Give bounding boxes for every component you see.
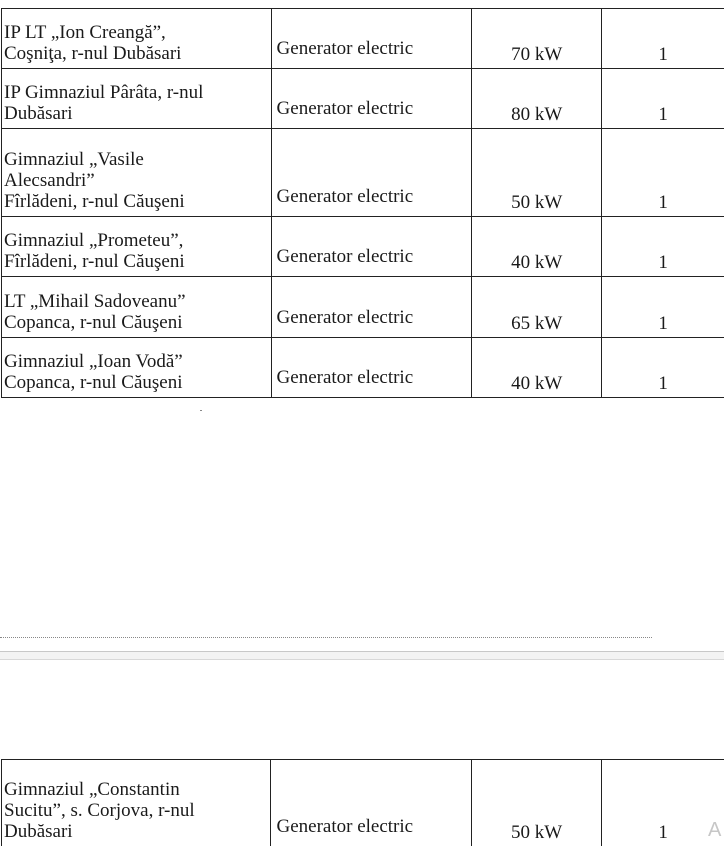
institution-line: Copanca, r-nul Căuşeni [4, 312, 269, 333]
watermark-letter: A [708, 819, 721, 842]
institution-line: Gimnaziul „Constantin [4, 779, 268, 800]
power-cell: 40 kW [472, 338, 602, 398]
equipment-cell: Generator electric [271, 277, 472, 338]
table-row [2, 217, 724, 277]
equipment-cell: Generator electric [271, 129, 472, 217]
power-cell: 50 kW [472, 760, 602, 846]
dotted-page-line [0, 637, 652, 638]
institution-line: Gimnaziul „Prometeu”, [4, 230, 269, 251]
power-cell: 65 kW [472, 277, 602, 338]
equipment-cell: Generator electric [271, 217, 472, 277]
institution-line: Gimnaziul „Vasile [4, 149, 269, 170]
page-separator [0, 651, 724, 660]
institution-cell [2, 277, 272, 338]
table-row [2, 760, 724, 846]
institution-line: Fîrlădeni, r-nul Căuşeni [4, 251, 269, 272]
table-row [2, 129, 724, 217]
institution-line: Dubăsari [4, 821, 268, 842]
equipment-cell: Generator electric [271, 760, 472, 846]
institution-cell [2, 9, 272, 69]
institution-line: Sucitu”, s. Corjova, r-nul [4, 800, 268, 821]
table-row [2, 277, 724, 338]
equipment-cell: Generator electric [271, 338, 472, 398]
quantity-cell: 1 [602, 129, 724, 217]
quantity-cell: 1 [602, 9, 724, 69]
quantity-cell: 1 [602, 69, 724, 129]
institution-cell [2, 338, 272, 398]
institution-line: LT „Mihail Sadoveanu” [4, 291, 269, 312]
institution-cell [2, 69, 272, 129]
equipment-table-top [1, 8, 724, 398]
institution-line: Gimnaziul „Ioan Vodă” [4, 351, 269, 372]
institution-line: Copanca, r-nul Căuşeni [4, 372, 269, 393]
power-cell: 40 kW [472, 217, 602, 277]
quantity-cell: 1 [602, 277, 724, 338]
equipment-cell: Generator electric [271, 9, 472, 69]
table-row [2, 69, 724, 129]
scan-speck [200, 410, 202, 411]
institution-line: IP LT „Ion Creangă”, [4, 22, 269, 43]
table-row [2, 9, 724, 69]
institution-line: IP Gimnaziul Pârâta, r-nul [4, 82, 269, 103]
quantity-cell: 1 [602, 338, 724, 398]
institution-line: Coşniţa, r-nul Dubăsari [4, 43, 269, 64]
quantity-cell: 1 [602, 217, 724, 277]
equipment-cell: Generator electric [271, 69, 472, 129]
power-cell: 80 kW [472, 69, 602, 129]
power-cell: 70 kW [472, 9, 602, 69]
quantity-cell: 1 [602, 760, 724, 846]
table-row [2, 338, 724, 398]
equipment-table-bottom [1, 759, 724, 846]
institution-line: Alecsandri” [4, 170, 269, 191]
institution-cell [2, 129, 272, 217]
institution-cell [2, 217, 272, 277]
institution-line: Fîrlădeni, r-nul Căuşeni [4, 191, 269, 212]
institution-cell [2, 760, 271, 846]
institution-line: Dubăsari [4, 103, 269, 124]
power-cell: 50 kW [472, 129, 602, 217]
